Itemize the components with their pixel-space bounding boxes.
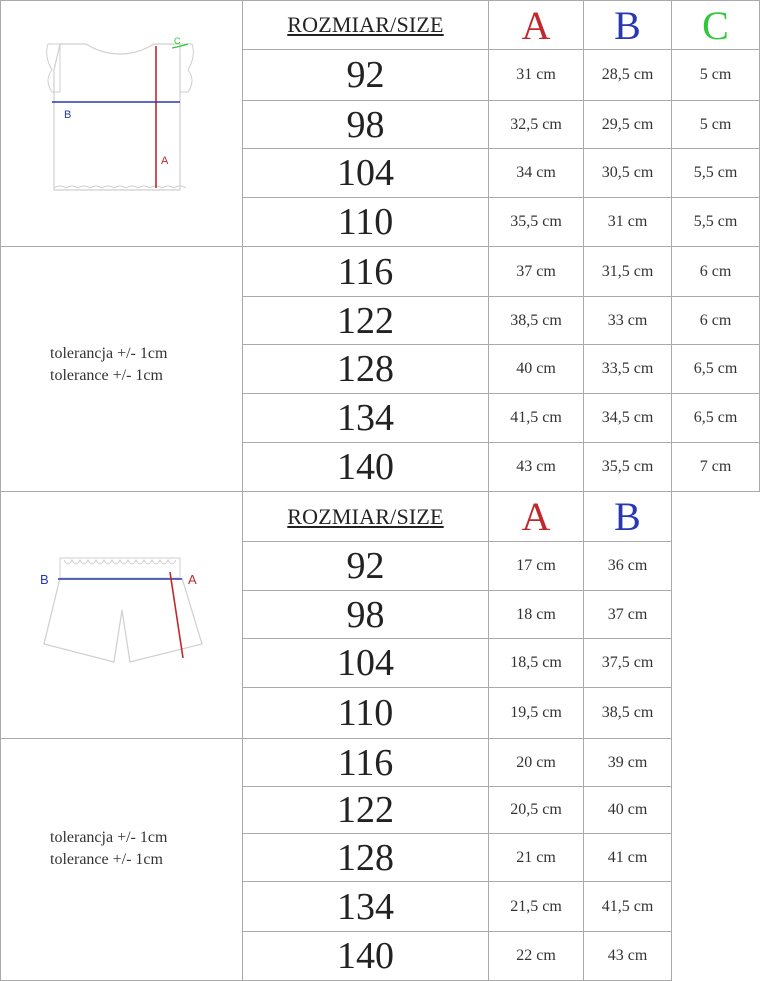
value-a-cell: 18,5 cm [510,654,562,671]
value-b-cell: 33,5 cm [601,360,654,377]
size-cell: 110 [337,692,394,734]
column-c-header: C [702,2,729,48]
size-cell: 134 [337,885,394,928]
value-a-cell: 40 cm [516,360,556,377]
value-a-cell: 18 cm [516,605,556,623]
value-a-cell: 43 cm [516,458,556,475]
value-a-cell: 21 cm [516,848,556,866]
value-a-cell: 38,5 cm [510,311,562,329]
value-b-cell: 29,5 cm [601,115,654,133]
size-cell: 92 [346,54,385,96]
size-cell: 98 [346,593,385,636]
value-c-cell: 6,5 cm [693,360,738,377]
value-a-cell: 20,5 cm [510,801,562,818]
value-a-cell: 22 cm [516,947,556,964]
size-cell: 140 [337,935,394,977]
value-c-cell: 6 cm [699,262,732,280]
value-b-cell: 38,5 cm [601,704,654,721]
value-b-cell: 37 cm [607,605,648,623]
size-cell: 110 [337,201,394,243]
value-c-cell: 7 cm [699,458,732,475]
column-a-header: A [521,2,551,48]
value-a-cell: 34 cm [516,164,556,181]
value-b-cell: 35,5 cm [601,458,654,475]
size-cell: 128 [337,348,394,390]
tolerance-note-en: tolerance +/- 1cm [50,367,163,384]
tolerance-note-pl: tolerancja +/- 1cm [50,345,168,362]
value-a-cell: 17 cm [516,557,556,574]
tolerance-note-pl: tolerancja +/- 1cm [50,829,168,846]
value-b-cell: 34,5 cm [601,409,654,426]
tolerance-note-en: tolerance +/- 1cm [50,851,163,868]
value-a-cell: 32,5 cm [510,115,562,133]
size-column-header: ROZMIAR/SIZE [287,503,444,529]
value-a-cell: 37 cm [516,262,556,280]
value-a-cell: 41,5 cm [510,409,562,426]
value-b-cell: 37,5 cm [601,654,654,671]
column-b-header: B [614,494,641,539]
size-column-header: ROZMIAR/SIZE [287,12,444,37]
size-cell: 104 [337,642,394,684]
tolerance-note [50,827,167,871]
diagram-label-a: A [188,572,197,587]
value-a-cell: 21,5 cm [510,897,562,915]
size-cell: 92 [346,545,385,587]
value-a-cell: 35,5 cm [510,213,562,230]
value-a-cell: 20 cm [516,753,556,771]
value-c-cell: 5 cm [699,115,732,133]
value-c-cell: 6 cm [699,311,732,329]
value-b-cell: 31 cm [607,213,648,230]
value-c-cell: 5,5 cm [693,213,738,230]
value-b-cell: 39 cm [607,753,648,771]
value-b-cell: 41 cm [607,848,648,866]
value-c-cell: 5,5 cm [693,164,738,181]
diagram-label-b: B [64,109,72,121]
value-b-cell: 36 cm [607,557,648,574]
diagram-label-b: B [40,572,49,587]
tolerance-note [50,343,167,387]
grid-line [0,0,1,981]
size-cell: 104 [337,152,394,194]
diagram-label-c: C [174,36,181,46]
value-a-cell: 31 cm [516,66,556,83]
size-cell: 140 [337,446,394,488]
value-b-cell: 43 cm [607,947,648,964]
value-c-cell: 5 cm [699,66,732,83]
value-c-cell: 6,5 cm [693,409,738,426]
value-b-cell: 28,5 cm [601,66,654,83]
value-b-cell: 31,5 cm [601,262,654,280]
size-cell: 128 [337,836,394,879]
value-b-cell: 33 cm [607,311,648,329]
column-a-header: A [521,494,551,539]
shorts-measurement-diagram [30,548,215,678]
size-cell: 98 [346,103,385,146]
shirt-measurement-diagram [40,30,200,200]
size-cell: 122 [337,299,394,342]
value-a-cell: 19,5 cm [510,704,562,721]
size-cell: 122 [337,789,394,831]
size-cell: 134 [337,397,394,439]
size-cell: 116 [337,741,394,784]
column-b-header: B [614,2,641,48]
size-cell: 116 [337,250,394,293]
value-b-cell: 40 cm [607,801,648,818]
diagram-label-a: A [161,155,169,167]
value-b-cell: 41,5 cm [601,897,654,915]
value-b-cell: 30,5 cm [601,164,654,181]
